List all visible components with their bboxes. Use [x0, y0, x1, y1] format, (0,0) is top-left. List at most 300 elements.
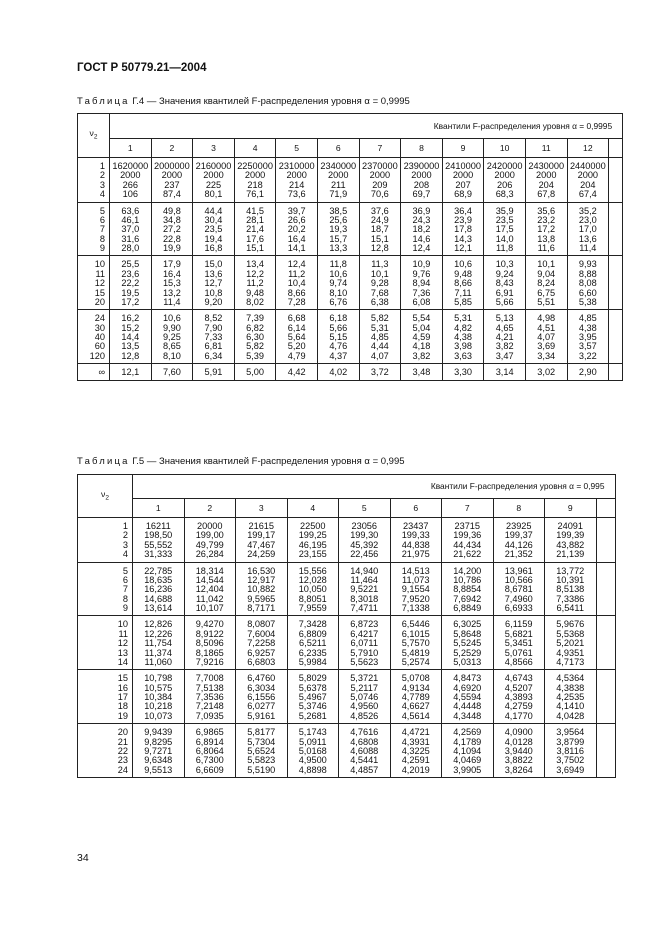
quantile-cell — [359, 202, 401, 256]
table-g5-caption-prefix: Таблица — [77, 456, 130, 467]
quantile-value: 5,0746 — [350, 692, 379, 702]
quantile-cell — [236, 518, 288, 563]
quantile-value: 199,39 — [556, 530, 585, 541]
quantile-value: 4,3931 — [401, 736, 430, 747]
quantile-value: 5,20 — [287, 341, 306, 352]
quantile-cell — [525, 310, 567, 364]
quantile-value: 6,5411 — [556, 603, 584, 613]
quantile-value: 6,4760 — [247, 673, 276, 684]
quantile-value: 4,02 — [329, 367, 348, 378]
quantile-value: 38,5 — [329, 205, 348, 216]
quantile-value: 5,0761 — [504, 647, 533, 658]
quantile-value: 5,0313 — [453, 656, 482, 667]
quantile-cell — [236, 616, 288, 670]
quantile-value: 45,392 — [350, 539, 379, 550]
quantile-value: 7,68 — [370, 287, 389, 298]
quantile-value: 7,4960 — [504, 593, 533, 604]
quantile-value: 3,14 — [495, 367, 514, 378]
quantile-value: 13,6 — [578, 233, 597, 244]
nu2-value: 12 — [94, 278, 105, 289]
quantile-value: 18,635 — [144, 574, 173, 585]
quantile-value: 5,2681 — [298, 710, 327, 721]
nu2-value: 23 — [117, 755, 128, 766]
nu2-value: 15 — [117, 673, 128, 684]
quantile-cell — [110, 364, 152, 380]
nu2-value: 4 — [122, 549, 128, 560]
quantile-value: 3,7502 — [556, 755, 585, 766]
quantile-value: 17,5 — [495, 224, 514, 235]
quantile-value: 4,2569 — [453, 727, 482, 738]
nu2-values-cell — [78, 310, 110, 364]
quantile-value: 16211 — [145, 521, 171, 531]
nu2-value: 7 — [122, 584, 128, 595]
nu2-values-cell — [78, 670, 133, 724]
nu2-value: 14 — [117, 656, 128, 667]
column-header: 7 — [442, 499, 494, 518]
quantile-value: 5,00 — [246, 367, 265, 378]
quantile-cell — [184, 562, 236, 616]
quantile-value: 10,786 — [453, 574, 482, 585]
quantile-cell — [545, 518, 597, 563]
quantile-value: 4,7616 — [350, 727, 379, 738]
quantile-value: 13,8 — [537, 233, 556, 244]
quantile-value: 12,917 — [247, 574, 276, 585]
quantile-cell — [493, 724, 545, 778]
quantile-value: 71,9 — [329, 189, 348, 200]
quantile-value: 6,6803 — [247, 656, 276, 667]
quantile-value: 12,4 — [287, 259, 306, 270]
quantile-value: 7,36 — [412, 287, 431, 298]
quantile-value: 23,9 — [454, 214, 472, 225]
quantile-value: 15,1 — [370, 233, 389, 244]
quantile-value: 63,6 — [121, 205, 140, 216]
quantile-value: 5,5623 — [350, 656, 379, 667]
quantile-value: 3,47 — [495, 350, 514, 361]
quantile-value: 4,65 — [495, 322, 514, 333]
quantile-cell — [234, 310, 276, 364]
quantile-value: 11,4 — [579, 243, 597, 253]
quantile-value: 24,9 — [370, 214, 389, 225]
quantile-value: 2000 — [577, 170, 599, 181]
quantile-value: 6,4217 — [350, 628, 379, 639]
quantile-value: 6,08 — [412, 296, 431, 307]
nu2-values-cell — [78, 562, 133, 616]
quantile-value: 6,14 — [287, 322, 306, 333]
quantile-value: 206 — [496, 179, 513, 190]
quantile-cell — [110, 158, 152, 203]
quantile-value: 9,20 — [204, 296, 223, 307]
quantile-value: 199,37 — [504, 530, 533, 541]
quantile-value: 10,6 — [329, 268, 348, 279]
table-g4-caption-number: Г.4 — [132, 96, 145, 107]
quantile-value: 4,76 — [329, 341, 348, 352]
quantile-value: 7,9520 — [401, 593, 430, 604]
quantile-cell — [236, 670, 288, 724]
quantile-value: 35,9 — [495, 205, 514, 216]
quantile-value: 6,18 — [329, 313, 348, 324]
quantile-value: 4,18 — [412, 341, 431, 352]
quantile-value: 11,073 — [402, 574, 430, 585]
quantile-value: 5,6524 — [247, 745, 276, 756]
quantile-value: 44,4 — [204, 205, 223, 216]
quantile-value: 3,63 — [454, 350, 472, 361]
quantile-value: 20,2 — [287, 224, 306, 235]
table-row-group — [78, 364, 623, 380]
quantile-value: 13,3 — [329, 243, 348, 253]
quantile-cell — [442, 364, 484, 380]
quantile-value: 11,374 — [144, 647, 172, 658]
quantile-value: 4,9134 — [401, 682, 430, 693]
column-header-row — [78, 499, 616, 518]
quantile-value: 2000 — [328, 170, 349, 181]
quantile-value: 4,5441 — [350, 755, 379, 766]
quantile-cell — [442, 256, 484, 310]
quantile-cell — [545, 724, 597, 778]
quantile-value: 9,9439 — [144, 727, 173, 738]
quantile-value: 44,838 — [401, 539, 430, 550]
quantile-value: 4,38 — [578, 322, 597, 333]
quantile-value: 4,79 — [287, 350, 306, 361]
quantile-cell — [276, 256, 318, 310]
quantile-value: 2430000 — [528, 161, 565, 171]
quantile-value: 31,333 — [144, 549, 173, 560]
nu2-value: 22 — [117, 745, 128, 756]
quantile-value: 9,5221 — [350, 584, 379, 595]
column-header: 3 — [236, 499, 288, 518]
column-header: 8 — [493, 499, 545, 518]
quantile-value: 3,95 — [578, 332, 597, 342]
quantile-value: 5,64 — [287, 332, 306, 342]
nu2-value: 8 — [122, 593, 128, 604]
quantile-value: 12,2 — [246, 268, 265, 279]
quantile-value: 4,1770 — [504, 710, 533, 721]
nu2-value: 18 — [117, 701, 128, 712]
quantile-value: 4,6920 — [453, 682, 482, 693]
quantile-cell — [133, 616, 185, 670]
quantile-cell — [390, 616, 442, 670]
quantile-value: 12,8 — [370, 243, 389, 253]
quantile-value: 23,155 — [298, 549, 327, 560]
quantile-span-header: Квантили F-распределения уровня α = 0,995 — [133, 475, 616, 499]
quantile-value: 44,126 — [504, 539, 533, 550]
quantile-cell — [390, 562, 442, 616]
nu2-value: 3 — [122, 539, 128, 550]
quantile-value: 8,8051 — [298, 593, 327, 604]
nu2-value: 10 — [94, 259, 105, 270]
quantile-value: 6,3034 — [247, 682, 276, 693]
quantile-value: 8,9122 — [195, 628, 224, 639]
quantile-value: 3,6949 — [556, 764, 585, 775]
quantile-value: 4,8526 — [350, 710, 379, 721]
quantile-value: 11,6 — [537, 243, 555, 253]
quantile-value: 3,69 — [537, 341, 556, 352]
quantile-cell — [151, 364, 193, 380]
nu2-value: 12 — [117, 638, 128, 649]
quantile-cell — [184, 670, 236, 724]
quantile-cell — [287, 518, 339, 563]
quantile-value: 21,139 — [556, 549, 585, 560]
quantile-value: 6,8809 — [298, 628, 327, 639]
quantile-value: 23,5 — [495, 214, 514, 225]
quantile-value: 22,456 — [350, 549, 379, 560]
quantile-value: 2160000 — [195, 161, 232, 171]
quantile-value: 6,3025 — [453, 619, 482, 630]
nu2-value: 4 — [99, 189, 105, 200]
quantile-value: 214 — [289, 179, 305, 190]
quantile-value: 10,218 — [144, 701, 173, 712]
quantile-cell — [184, 616, 236, 670]
quantile-value: 2390000 — [403, 161, 440, 171]
quantile-value: 10,798 — [144, 673, 173, 684]
quantile-cell — [545, 616, 597, 670]
quantile-value: 4,0128 — [504, 736, 533, 747]
quantile-cell — [390, 724, 442, 778]
quantile-value: 4,21 — [495, 332, 514, 342]
quantile-value: 14,3 — [454, 233, 472, 244]
quantile-value: 2,90 — [578, 367, 597, 378]
quantile-value: 55,552 — [144, 539, 173, 550]
quantile-value: 9,28 — [370, 278, 389, 289]
quantile-value: 23,6 — [121, 268, 140, 279]
quantile-value: 6,76 — [329, 296, 348, 307]
quantile-value: 16,4 — [162, 268, 181, 279]
quantile-value: 4,82 — [454, 322, 472, 333]
quantile-value: 13,2 — [162, 287, 181, 298]
quantile-value: 3,34 — [537, 350, 556, 361]
quantile-cell — [287, 562, 339, 616]
quantile-value: 80,1 — [204, 189, 223, 200]
quantile-value: 4,8898 — [298, 764, 327, 775]
quantile-value: 73,6 — [287, 189, 306, 200]
quantile-value: 5,38 — [578, 296, 597, 307]
quantile-cell — [442, 518, 494, 563]
quantile-cell — [276, 158, 318, 203]
quantile-value: 25,5 — [121, 259, 140, 270]
quantile-value: 6,34 — [204, 350, 223, 361]
quantile-value: 9,74 — [329, 278, 348, 289]
quantile-value: 4,6627 — [401, 701, 430, 712]
quantile-cell — [317, 310, 359, 364]
quantile-value: 5,7304 — [247, 736, 276, 747]
quantile-cell — [493, 562, 545, 616]
quantile-value: 9,93 — [578, 259, 597, 270]
quantile-value: 204 — [538, 179, 554, 190]
quantile-value: 6,91 — [495, 287, 514, 298]
quantile-value: 9,76 — [412, 268, 431, 279]
quantile-cell — [567, 158, 609, 203]
quantile-value: 4,3893 — [504, 692, 533, 702]
quantile-value: 16,4 — [287, 233, 306, 244]
quantile-value: 4,9560 — [350, 701, 379, 712]
quantile-value: 14,688 — [144, 593, 173, 604]
quantile-value: 10,9 — [412, 259, 431, 270]
quantile-value: 7,1338 — [401, 603, 430, 613]
quantile-value: 9,7271 — [144, 745, 173, 756]
quantile-value: 5,5245 — [453, 638, 482, 649]
quantile-value: 2000 — [452, 170, 474, 181]
quantile-value: 24,3 — [412, 214, 431, 225]
quantile-cell — [525, 202, 567, 256]
quantile-value: 5,1743 — [298, 727, 327, 738]
quantile-value: 6,5211 — [299, 638, 327, 649]
column-header: 10 — [484, 139, 526, 158]
quantile-value: 2000 — [120, 170, 141, 181]
empty-cell — [609, 139, 623, 158]
quantile-cell — [339, 562, 391, 616]
quantile-value: 5,13 — [495, 313, 514, 324]
quantile-value: 5,91 — [204, 367, 223, 378]
nu2-value: 1 — [122, 521, 128, 531]
quantile-value: 67,4 — [578, 189, 597, 200]
empty-cell — [609, 256, 623, 310]
nu2-value: 21 — [117, 736, 128, 747]
quantile-value: 5,15 — [329, 332, 348, 342]
quantile-value: 3,8799 — [556, 736, 585, 747]
quantile-value: 11,8 — [496, 243, 514, 253]
quantile-value: 199,00 — [195, 530, 224, 541]
quantile-value: 17,8 — [454, 224, 472, 235]
quantile-value: 4,4721 — [401, 727, 430, 738]
quantile-value: 3,8264 — [504, 764, 533, 775]
quantile-value: 16,8 — [204, 243, 223, 253]
quantile-cell — [317, 202, 359, 256]
quantile-value: 9,48 — [246, 287, 265, 298]
quantile-cell — [276, 364, 318, 380]
nu2-value: 5 — [99, 205, 105, 216]
quantile-cell — [193, 364, 235, 380]
quantile-value: 2370000 — [361, 161, 398, 171]
empty-cell — [596, 724, 615, 778]
quantile-cell — [484, 364, 526, 380]
column-header: 9 — [545, 499, 597, 518]
nu2-value: 2 — [99, 170, 105, 181]
quantile-value: 21,352 — [504, 549, 533, 560]
quantile-value: 5,6378 — [298, 682, 327, 693]
quantile-value: 5,51 — [537, 296, 556, 307]
table-row-group — [78, 670, 616, 724]
quantile-value: 8,5138 — [556, 584, 585, 595]
quantile-value: 8,66 — [287, 287, 306, 298]
quantile-value: 6,9257 — [247, 647, 276, 658]
column-header: 6 — [390, 499, 442, 518]
nu2-value: 13 — [117, 647, 128, 658]
quantile-value: 6,5446 — [401, 619, 430, 630]
quantile-cell — [359, 256, 401, 310]
quantile-value: 2000 — [411, 170, 432, 181]
empty-cell — [609, 364, 623, 380]
quantile-value: 2000 — [161, 170, 183, 181]
table-g5-caption — [77, 456, 405, 467]
nu2-value: 8 — [99, 233, 105, 244]
nu2-values-cell — [78, 256, 110, 310]
quantile-value: 5,85 — [454, 296, 472, 307]
nu2-value: 24 — [117, 764, 128, 775]
quantile-cell — [567, 202, 609, 256]
column-header: 7 — [359, 139, 401, 158]
quantile-value: 12,4 — [412, 243, 431, 253]
quantile-value: 207 — [455, 179, 471, 190]
quantile-value: 5,8029 — [298, 673, 327, 684]
table-g5-caption-number: Г.5 — [132, 456, 145, 467]
quantile-value: 7,9559 — [298, 603, 327, 613]
quantile-value: 21615 — [248, 521, 275, 531]
quantile-value: 4,07 — [537, 332, 556, 342]
quantile-cell — [442, 724, 494, 778]
nu2-value: ∞ — [98, 367, 105, 378]
quantile-value: 3,9564 — [556, 727, 585, 738]
quantile-value: 6,81 — [204, 341, 223, 352]
quantile-value: 15,7 — [329, 233, 348, 244]
column-header: 5 — [339, 499, 391, 518]
table-row-group — [78, 616, 616, 670]
quantile-value: 14,513 — [401, 565, 430, 576]
quantile-value: 8,5096 — [195, 638, 224, 649]
quantile-cell — [359, 310, 401, 364]
quantile-value: 8,94 — [412, 278, 431, 289]
quantile-value: 23,2 — [537, 214, 556, 225]
quantile-value: 49,799 — [195, 539, 224, 550]
quantile-value: 11,4 — [163, 296, 181, 307]
quantile-value: 4,9351 — [556, 647, 585, 658]
quantile-cell — [401, 158, 443, 203]
quantile-value: 14,4 — [121, 332, 140, 342]
quantile-value: 46,195 — [298, 539, 327, 550]
quantile-value: 14,544 — [195, 574, 224, 585]
quantile-cell — [133, 670, 185, 724]
quantile-value: 12,1 — [121, 367, 140, 378]
quantile-cell — [567, 310, 609, 364]
quantile-value: 7,2258 — [247, 638, 276, 649]
quantile-value: 4,0469 — [453, 755, 482, 766]
quantile-value: 8,88 — [578, 268, 597, 279]
quantile-value: 7,4711 — [350, 603, 378, 613]
quantile-cell — [545, 670, 597, 724]
quantile-value: 15,2 — [121, 322, 140, 333]
quantile-value: 26,6 — [287, 214, 306, 225]
quantile-value: 4,7173 — [556, 656, 585, 667]
quantile-value: 3,98 — [454, 341, 472, 352]
quantile-value: 9,1554 — [401, 584, 430, 595]
quantile-value: 3,9905 — [453, 764, 482, 775]
quantile-value: 7,28 — [287, 296, 306, 307]
quantile-value: 218 — [247, 179, 263, 190]
quantile-value: 24091 — [557, 521, 584, 531]
nu2-value: 10 — [117, 619, 128, 630]
quantile-value: 8,8854 — [453, 584, 482, 595]
quantile-value: 199,36 — [453, 530, 482, 541]
quantile-value: 12,404 — [195, 584, 224, 595]
quantile-cell — [359, 364, 401, 380]
quantile-value: 4,1789 — [453, 736, 482, 747]
nu2-value: 19 — [117, 710, 128, 721]
quantile-cell — [234, 364, 276, 380]
nu2-value: 7 — [99, 224, 105, 235]
nu2-value: 60 — [94, 341, 105, 352]
quantile-value: 28,0 — [121, 243, 140, 253]
quantile-value: 13,614 — [144, 603, 173, 613]
table-row-group — [78, 562, 616, 616]
quantile-value: 8,52 — [204, 313, 223, 324]
nu2-subscript: 2 — [105, 494, 109, 502]
quantile-value: 5,3721 — [350, 673, 379, 684]
quantile-value: 9,4270 — [195, 619, 224, 630]
quantile-value: 14,6 — [412, 233, 431, 244]
quantile-value: 12,7 — [204, 278, 223, 289]
quantile-value: 199,25 — [298, 530, 327, 541]
quantile-cell — [339, 616, 391, 670]
quantile-cell — [567, 364, 609, 380]
quantile-value: 11,042 — [196, 593, 224, 604]
